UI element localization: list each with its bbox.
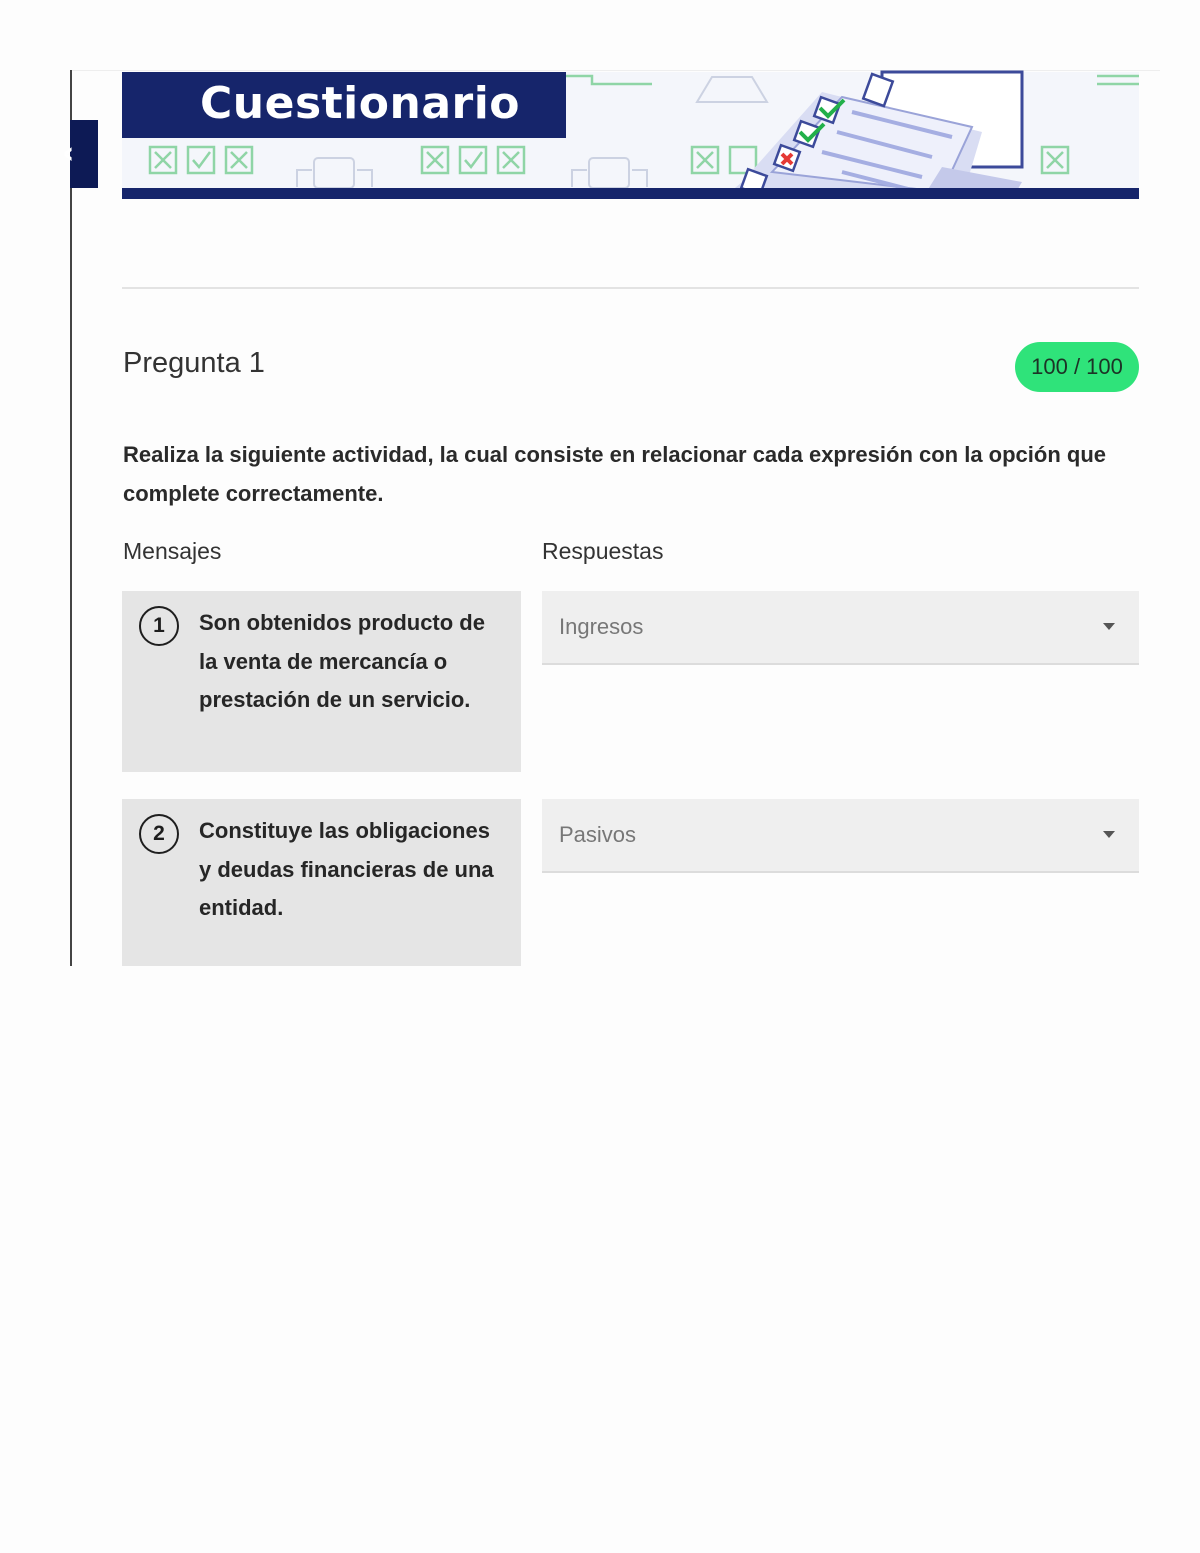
quiz-banner [122, 72, 1139, 199]
messages-column-header: Mensajes [123, 538, 222, 564]
dropdown-caret-icon [1103, 623, 1115, 630]
collapse-sidebar-button[interactable] [62, 120, 98, 188]
message-text: Son obtenidos producto de la venta de mercancía o prestación de un servicio. [199, 610, 485, 712]
message-card [122, 591, 521, 772]
question-instructions: Realiza la siguiente actividad, la cual consiste en relacionar cada expresión con la opción que complete correctamente. [123, 442, 1107, 506]
score-badge: 100 / 100 [1015, 342, 1139, 392]
page-left-border [70, 70, 72, 966]
banner-bottom-bar [122, 188, 1139, 199]
banner-title: Cuestionario [200, 78, 521, 129]
item-number: 1 [139, 606, 179, 646]
section-divider [122, 287, 1139, 289]
item-number: 2 [139, 814, 179, 854]
answer-select[interactable] [542, 799, 1139, 873]
answer-select[interactable] [542, 591, 1139, 665]
message-card [122, 799, 521, 966]
dropdown-caret-icon [1103, 831, 1115, 838]
answer-selected-value: Pasivos [559, 822, 637, 847]
answer-selected-value: Ingresos [559, 614, 644, 639]
question-title: Pregunta 1 [123, 347, 265, 379]
message-text: Constituye las obligaciones y deudas financieras de una entidad. [199, 818, 494, 920]
chevron-left-icon: ‹ [62, 136, 75, 171]
answers-column-header: Respuestas [542, 538, 664, 564]
banner-title-box [122, 72, 566, 138]
